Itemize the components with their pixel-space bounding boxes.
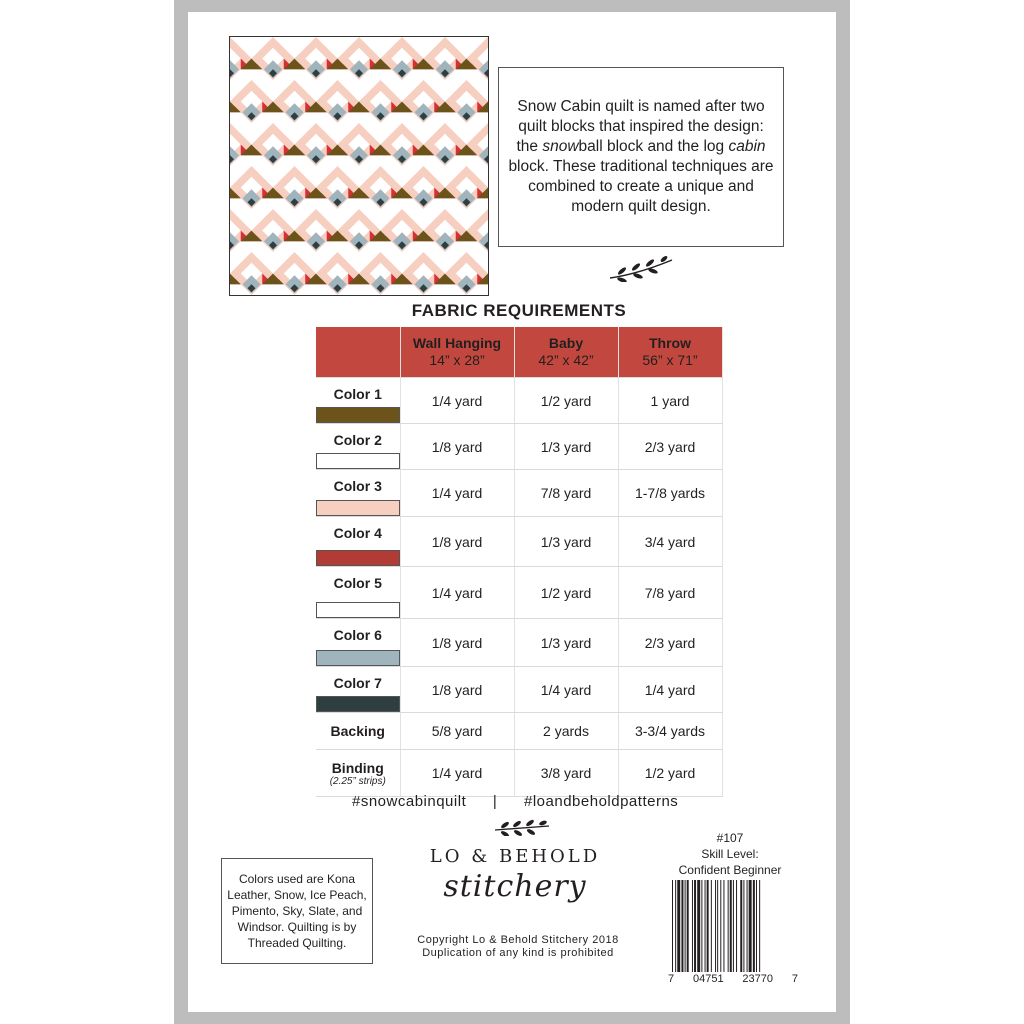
row-sublabel: (2.25” strips): [329, 775, 386, 787]
table-cell: 2 yards: [514, 713, 618, 750]
row-label-cell: [316, 567, 400, 619]
table-cell: 1/2 yard: [618, 750, 722, 797]
table-cell: 3/4 yard: [618, 517, 722, 567]
row-label-cell: [316, 378, 400, 424]
barcode-digits: [668, 973, 798, 985]
barcode-bar: [728, 880, 729, 972]
skill-level-info: [668, 830, 792, 878]
intro-text-part: Snow Cabin quilt is named after two quilt blocks that inspired the design: the: [516, 98, 765, 155]
copyright-line: Copyright Lo & Behold Stitchery 2018: [417, 934, 619, 946]
intro-text: [507, 97, 775, 217]
color-swatch: [316, 602, 400, 618]
brand-name: LO & BEHOLD: [429, 846, 601, 867]
color-label: Color 4: [333, 525, 382, 541]
barcode-bar: [707, 880, 709, 972]
barcode-digit: 7: [791, 973, 798, 985]
color-label: Color 2: [333, 432, 382, 448]
hashtags: [352, 793, 678, 810]
barcode-digit: 23770: [742, 973, 773, 985]
table-cell: 7/8 yard: [514, 470, 618, 517]
header-dims: 42” x 42”: [538, 352, 594, 368]
barcode-bar: [701, 880, 702, 972]
table-cell: 1/8 yard: [400, 667, 514, 713]
row-label-cell: [316, 424, 400, 470]
row-label-cell: [316, 470, 400, 517]
table-cell: 3/8 yard: [514, 750, 618, 797]
header-dims: 14” x 28”: [429, 352, 485, 368]
table-row: [316, 378, 722, 424]
table-row: [316, 667, 722, 713]
barcode-bar: [705, 880, 706, 972]
quilt-image: [229, 36, 489, 296]
barcode-bar: [694, 880, 696, 972]
header-name: Wall Hanging: [412, 335, 502, 351]
color-label: Color 1: [333, 386, 382, 402]
table-cell: 1/3 yard: [514, 619, 618, 667]
barcode-bar: [720, 880, 721, 972]
barcode-bar: [747, 880, 748, 972]
barcode-bar: [697, 880, 700, 972]
color-label: Color 5: [333, 575, 382, 591]
barcode-bar: [717, 880, 718, 972]
table-header-blank: [316, 327, 400, 378]
row-label: Backing: [330, 723, 385, 739]
table-row: [316, 713, 722, 750]
header-name: Throw: [649, 335, 691, 351]
hashtag-separator: |: [492, 793, 498, 810]
colors-used-note: Colors used are Kona Leather, Snow, Ice Peach, Pimento, Sky, Slate, and Windsor. Quilting is by Threaded Quilting.: [221, 858, 373, 964]
table-header-row: [316, 327, 722, 378]
barcode-bar: [677, 880, 680, 972]
intro-description: [498, 67, 784, 247]
row-label-cell: [316, 713, 400, 750]
color-swatch: [316, 500, 400, 516]
quilt-pattern-graphic: [230, 37, 488, 295]
table-header-throw: [618, 327, 722, 378]
color-swatch: [316, 550, 400, 566]
pattern-number: #107: [716, 831, 744, 845]
barcode-bar: [743, 880, 744, 972]
table-cell: 5/8 yard: [400, 713, 514, 750]
table-cell: 1/8 yard: [400, 619, 514, 667]
barcode-digit: 7: [668, 973, 675, 985]
table-cell: 1/4 yard: [400, 567, 514, 619]
row-label-cell: [316, 619, 400, 667]
row-label-cell: [316, 750, 400, 797]
row-label-cell: [316, 667, 400, 713]
color-swatch: [316, 650, 400, 666]
brand-logo: [405, 818, 625, 904]
table-cell: 1/2 yard: [514, 567, 618, 619]
skill-level-label: Skill Level:: [701, 847, 759, 861]
color-swatch: [316, 407, 400, 423]
table-header-baby: [514, 327, 618, 378]
fabric-requirements-title: FABRIC REQUIREMENTS: [411, 301, 627, 320]
intro-text-part: block. These traditional techniques are combined to create a unique and modern quilt design.: [508, 158, 774, 215]
barcode-digit: 04751: [692, 973, 724, 985]
intro-text-part: ball block and the log: [578, 138, 729, 155]
barcode-bar: [749, 880, 752, 972]
table-cell: 3-3/4 yards: [618, 713, 722, 750]
table-cell: 2/3 yard: [618, 424, 722, 470]
table-cell: 1/4 yard: [400, 470, 514, 517]
barcode-bar: [759, 880, 760, 972]
color-label: Color 3: [333, 478, 382, 494]
barcode-bar: [672, 880, 673, 972]
barcode-bar: [730, 880, 732, 972]
fabric-requirements-table: [316, 327, 723, 797]
table-row: [316, 424, 722, 470]
barcode-bar: [756, 880, 757, 972]
barcode-bar: [733, 880, 734, 972]
barcode-bar: [692, 880, 693, 972]
intro-italic-snow: snow: [542, 138, 579, 155]
table-cell: 1/4 yard: [618, 667, 722, 713]
barcode-bar: [715, 880, 716, 972]
header-dims: 56” x 71”: [642, 352, 698, 368]
color-label: Color 6: [333, 627, 382, 643]
table-cell: 1/3 yard: [514, 517, 618, 567]
color-label: Color 7: [333, 675, 382, 691]
barcode: [670, 880, 794, 972]
brand-script: stitchery: [443, 869, 587, 904]
table-header-wall-hanging: [400, 327, 514, 378]
leaf-sprig-icon: [493, 818, 551, 836]
table-row: [316, 619, 722, 667]
hashtag-snowcabinquilt: #snowcabinquilt: [352, 793, 467, 810]
barcode-bar: [740, 880, 742, 972]
table-cell: 1 yard: [618, 378, 722, 424]
row-label-cell: [316, 517, 400, 567]
barcode-bar: [675, 880, 676, 972]
intro-italic-cabin: cabin: [728, 138, 766, 155]
table-body: [316, 378, 722, 797]
skill-level-value: Confident Beginner: [678, 863, 782, 877]
barcode-bar: [736, 880, 737, 972]
table-row: [316, 470, 722, 517]
table-row: [316, 750, 722, 797]
table-cell: 1/3 yard: [514, 424, 618, 470]
table-cell: 1/2 yard: [514, 378, 618, 424]
hashtag-loandbeholdpatterns: #loandbeholdpatterns: [524, 793, 679, 810]
leaf-sprig-icon: [608, 256, 674, 282]
table-cell: 2/3 yard: [618, 619, 722, 667]
color-swatch: [316, 453, 400, 469]
barcode-bar: [723, 880, 724, 972]
barcode-bar: [753, 880, 755, 972]
barcode-bar: [685, 880, 686, 972]
table-row: [316, 517, 722, 567]
table-cell: 1/4 yard: [400, 750, 514, 797]
barcode-bar: [687, 880, 689, 972]
table-cell: 1/4 yard: [514, 667, 618, 713]
table-row: [316, 567, 722, 619]
table-cell: 1/8 yard: [400, 517, 514, 567]
table-cell: 1/8 yard: [400, 424, 514, 470]
color-swatch: [316, 696, 400, 712]
duplication-line: Duplication of any kind is prohibited: [422, 947, 614, 959]
barcode-bar: [711, 880, 712, 972]
copyright-notice: [400, 934, 636, 960]
row-label: Binding: [331, 759, 384, 776]
table-cell: 1/4 yard: [400, 378, 514, 424]
table-cell: 1-7/8 yards: [618, 470, 722, 517]
table-cell: 7/8 yard: [618, 567, 722, 619]
header-name: Baby: [548, 335, 584, 351]
barcode-bar: [681, 880, 683, 972]
